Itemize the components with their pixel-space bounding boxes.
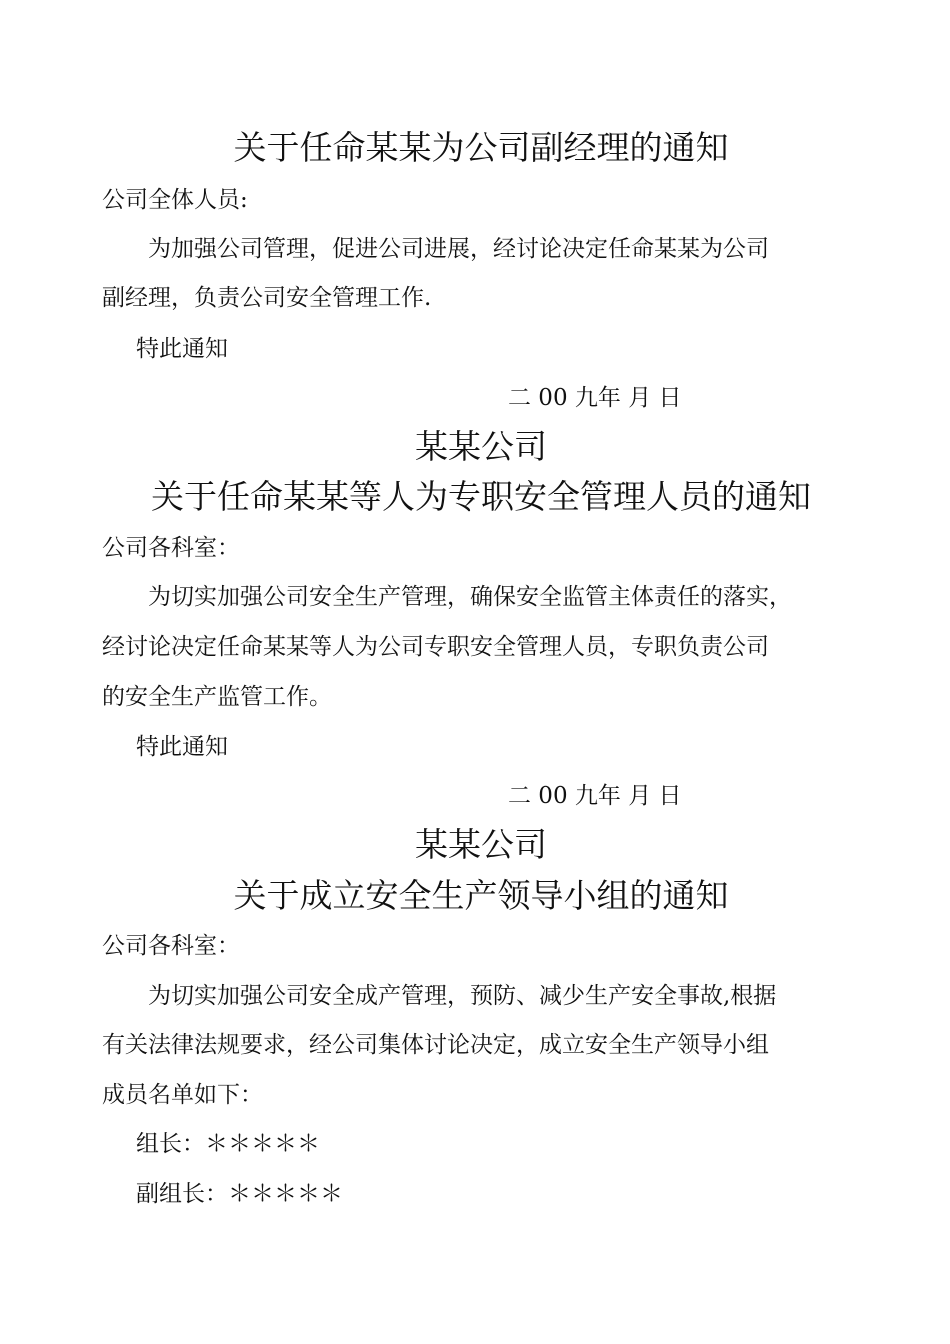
notice1-salutation: 公司全体人员: (102, 187, 248, 213)
notice2-body-line2: 经讨论决定任命某某等人为公司专职安全管理人员，专职负责公司 (102, 634, 769, 660)
notice3-deputy-leader: 副组长：＊＊＊＊＊ (136, 1181, 343, 1207)
notice3-company: 某某公司 (415, 825, 547, 864)
notice2-title: 关于任命某某等人为专职安全管理人员的通知 (151, 477, 811, 516)
notice1-title: 关于任命某某为公司副经理的通知 (233, 128, 729, 167)
notice3-leader: 组长：＊＊＊＊＊ (136, 1131, 320, 1157)
notice1-body-line2: 副经理，负责公司安全管理工作. (102, 285, 432, 311)
notice1-closing: 特此通知 (136, 336, 228, 362)
notice1-date: 二 00 九年 月 日 (508, 385, 682, 411)
notice2-closing: 特此通知 (136, 734, 228, 760)
notice3-body-line3: 成员名单如下： (102, 1082, 263, 1108)
notice3-salutation: 公司各科室： (102, 933, 240, 959)
notice3-body-line2: 有关法律法规要求，经公司集体讨论决定，成立安全生产领导小组 (102, 1032, 769, 1058)
notice2-company: 某某公司 (415, 427, 547, 466)
notice2-body-line3: 的安全生产监管工作。 (102, 684, 332, 710)
notice2-body-line1: 为切实加强公司安全生产管理，确保安全监管主体责任的落实， (148, 584, 792, 610)
notice3-title: 关于成立安全生产领导小组的通知 (233, 876, 729, 915)
notice2-date: 二 00 九年 月 日 (508, 783, 682, 809)
notice2-salutation: 公司各科室： (102, 535, 240, 561)
notice1-body-line1: 为加强公司管理，促进公司进展，经讨论决定任命某某为公司 (148, 236, 769, 262)
notice3-body-line1: 为切实加强公司安全成产管理，预防、减少生产安全事故,根据 (148, 983, 777, 1009)
